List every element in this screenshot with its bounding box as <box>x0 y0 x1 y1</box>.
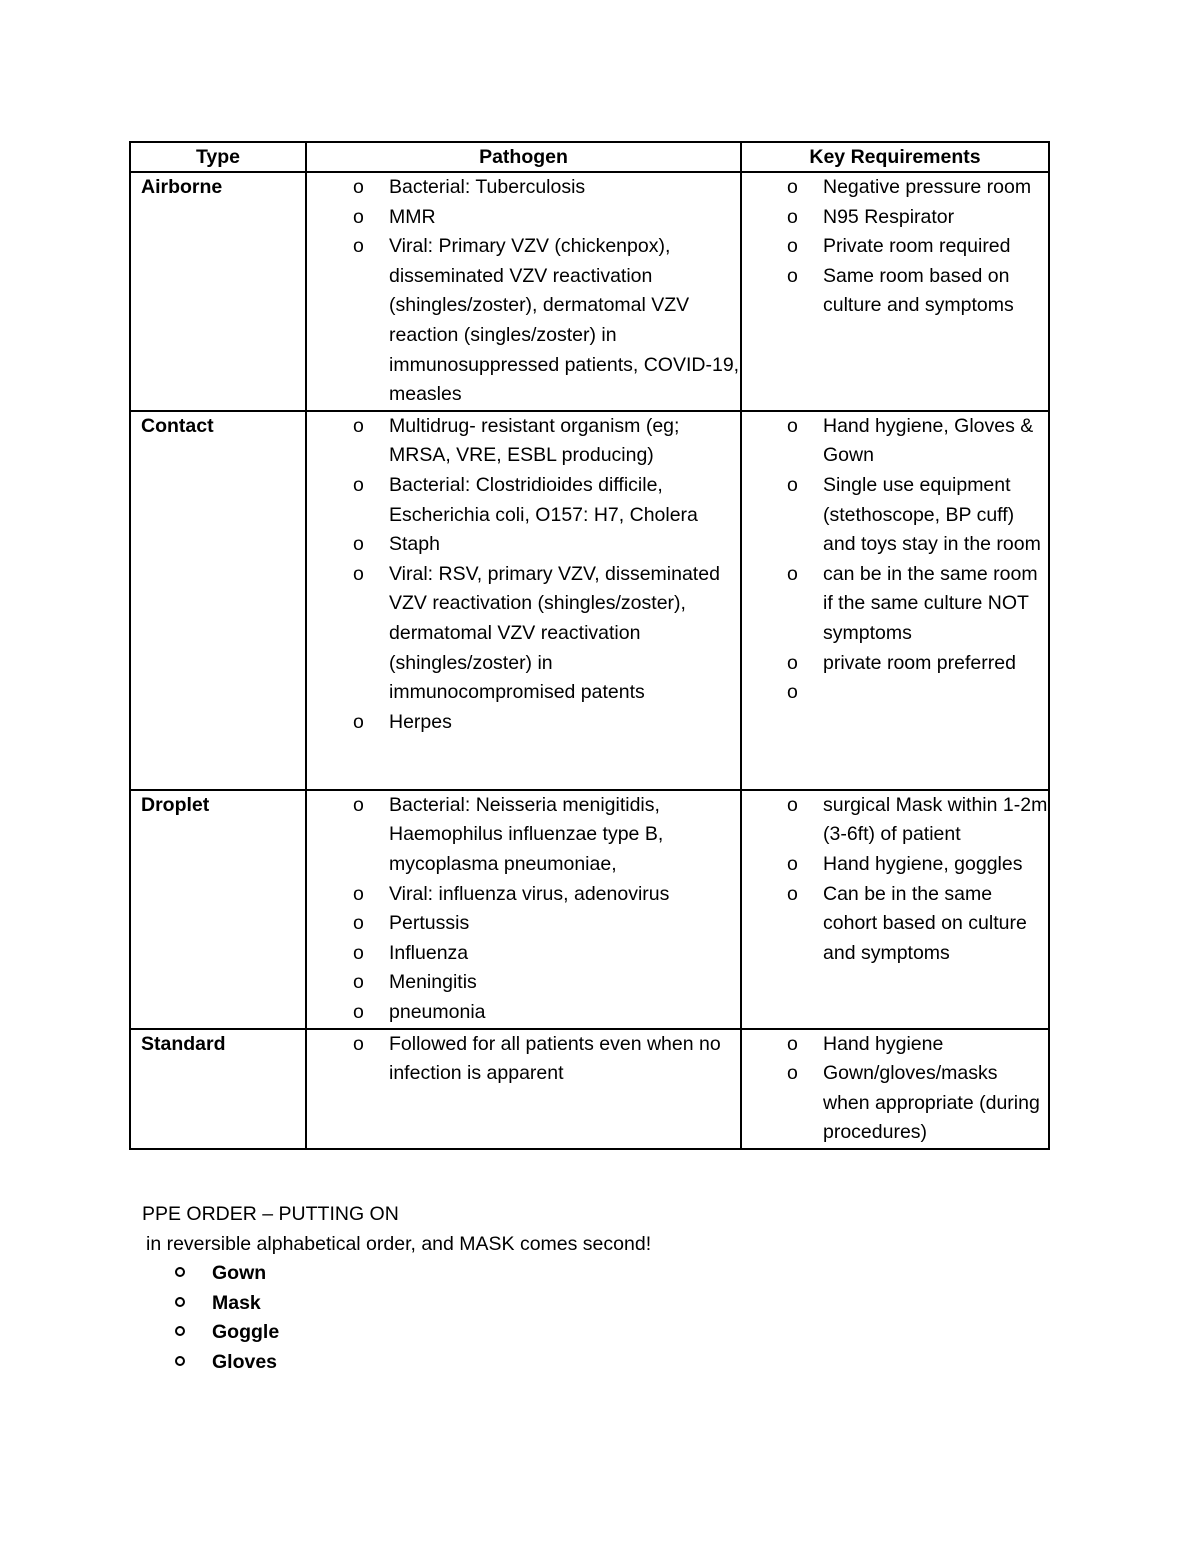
list-item: o Hand hygiene, Gloves & Gown <box>742 412 1048 471</box>
pathogen-cell <box>306 172 741 411</box>
circle-bullet-icon: o <box>787 205 798 228</box>
list-item: o Pertussis <box>307 909 740 939</box>
pathogen-cell <box>306 790 741 1029</box>
list-item: o Influenza <box>307 939 740 969</box>
list-item: o MMR <box>307 203 740 233</box>
list-item: o Viral: influenza virus, adenovirus <box>307 880 740 910</box>
circle-bullet-icon <box>175 1326 185 1336</box>
circle-bullet-icon: o <box>787 264 798 287</box>
circle-bullet-icon: o <box>353 793 364 816</box>
type-cell: Standard <box>130 1029 306 1149</box>
circle-bullet-icon: o <box>787 681 798 704</box>
circle-bullet-icon <box>175 1356 185 1366</box>
list-item: o Followed for all patients even when no infection is apparent <box>307 1030 740 1089</box>
circle-bullet-icon: o <box>787 882 798 905</box>
circle-bullet-icon: o <box>353 912 364 935</box>
list-item: o surgical Mask within 1-2m (3-6ft) of patient <box>742 791 1048 850</box>
list-item: o Viral: Primary VZV (chickenpox), disseminated VZV reactivation (shingles/zoster), dermatomal VZV reaction (singles/zoster) in immunosuppressed patients, COVID-19, measles <box>307 232 740 410</box>
list-item: o Can be in the same cohort based on culture and symptoms <box>742 880 1048 969</box>
circle-bullet-icon <box>175 1297 185 1307</box>
list-item: o Meningitis <box>307 968 740 998</box>
header-key-requirements: Key Requirements <box>741 142 1049 172</box>
circle-bullet-icon: o <box>787 235 798 258</box>
circle-bullet-icon: o <box>787 1032 798 1055</box>
circle-bullet-icon: o <box>353 1000 364 1023</box>
circle-bullet-icon: o <box>353 1032 364 1055</box>
table-row-standard <box>130 1029 1049 1149</box>
list-item: o Viral: RSV, primary VZV, disseminated VZV reactivation (shingles/zoster), dermatomal VZV reactivation (shingles/zoster) in immunocompromised patents <box>307 560 740 708</box>
list-item: o Multidrug- resistant organism (eg; MRSA, VRE, ESBL producing) <box>307 412 740 471</box>
type-cell: Contact <box>130 411 306 790</box>
circle-bullet-icon: o <box>787 414 798 437</box>
circle-bullet-icon: o <box>353 533 364 556</box>
circle-bullet-icon <box>175 1267 185 1277</box>
pathogen-cell <box>306 1029 741 1149</box>
circle-bullet-icon: o <box>353 473 364 496</box>
requirements-list <box>742 173 1048 321</box>
circle-bullet-icon: o <box>353 941 364 964</box>
list-item: o Herpes <box>307 708 740 738</box>
list-item: o N95 Respirator <box>742 203 1048 233</box>
requirements-list <box>742 791 1048 969</box>
circle-bullet-icon: o <box>787 1062 798 1085</box>
list-item: Mask <box>142 1289 651 1319</box>
circle-bullet-icon: o <box>353 710 364 733</box>
list-item <box>742 678 1048 708</box>
ppe-order-title: PPE ORDER – PUTTING ON <box>142 1203 399 1225</box>
table-row-droplet <box>130 790 1049 1029</box>
list-item: Gloves <box>142 1348 651 1378</box>
list-item: o Gown/gloves/masks when appropriate (during procedures) <box>742 1059 1048 1148</box>
circle-bullet-icon: o <box>353 205 364 228</box>
header-pathogen: Pathogen <box>306 142 741 172</box>
pathogen-list <box>307 1030 740 1089</box>
list-item: o Single use equipment (stethoscope, BP cuff) and toys stay in the room <box>742 471 1048 560</box>
ppe-order-list <box>142 1259 651 1377</box>
circle-bullet-icon: o <box>353 971 364 994</box>
circle-bullet-icon: o <box>787 793 798 816</box>
isolation-precautions-table <box>129 141 1050 1150</box>
list-item: o Bacterial: Tuberculosis <box>307 173 740 203</box>
circle-bullet-icon: o <box>353 235 364 258</box>
pathogen-list <box>307 173 740 410</box>
circle-bullet-icon: o <box>787 852 798 875</box>
circle-bullet-icon: o <box>353 562 364 585</box>
list-item: o Same room based on culture and symptoms <box>742 262 1048 321</box>
type-cell: Droplet <box>130 790 306 1029</box>
circle-bullet-icon: o <box>787 651 798 674</box>
list-item: o Negative pressure room <box>742 173 1048 203</box>
circle-bullet-icon: o <box>353 882 364 905</box>
list-item: o pneumonia <box>307 998 740 1028</box>
pathogen-cell <box>306 411 741 790</box>
pathogen-list <box>307 791 740 1028</box>
ppe-order-subtitle: in reversible alphabetical order, and MASK comes second! <box>146 1232 652 1255</box>
requirements-cell <box>741 172 1049 411</box>
header-type: Type <box>130 142 306 172</box>
circle-bullet-icon: o <box>787 176 798 198</box>
list-item: o Bacterial: Neisseria menigitidis, Haemophilus influenzae type B, mycoplasma pneumoniae, <box>307 791 740 880</box>
list-item: Gown <box>142 1259 651 1289</box>
requirements-list <box>742 1030 1048 1148</box>
ppe-order-section <box>142 1200 651 1378</box>
circle-bullet-icon: o <box>353 176 364 198</box>
requirements-list <box>742 412 1048 708</box>
type-cell: Airborne <box>130 172 306 411</box>
requirements-cell <box>741 790 1049 1029</box>
list-item: o Staph <box>307 530 740 560</box>
circle-bullet-icon: o <box>787 562 798 585</box>
list-item: Goggle <box>142 1318 651 1348</box>
list-item: o private room preferred <box>742 649 1048 679</box>
list-item: o Private room required <box>742 232 1048 262</box>
table-row-airborne <box>130 172 1049 411</box>
requirements-cell <box>741 1029 1049 1149</box>
list-item: o Hand hygiene <box>742 1030 1048 1060</box>
pathogen-list <box>307 412 740 738</box>
list-item: o can be in the same room if the same culture NOT symptoms <box>742 560 1048 649</box>
list-item: o Hand hygiene, goggles <box>742 850 1048 880</box>
circle-bullet-icon: o <box>787 473 798 496</box>
requirements-cell <box>741 411 1049 790</box>
table-row-contact <box>130 411 1049 790</box>
circle-bullet-icon: o <box>353 414 364 437</box>
table-header-row <box>130 142 1049 172</box>
list-item: o Bacterial: Clostridioides difficile, Escherichia coli, O157: H7, Cholera <box>307 471 740 530</box>
